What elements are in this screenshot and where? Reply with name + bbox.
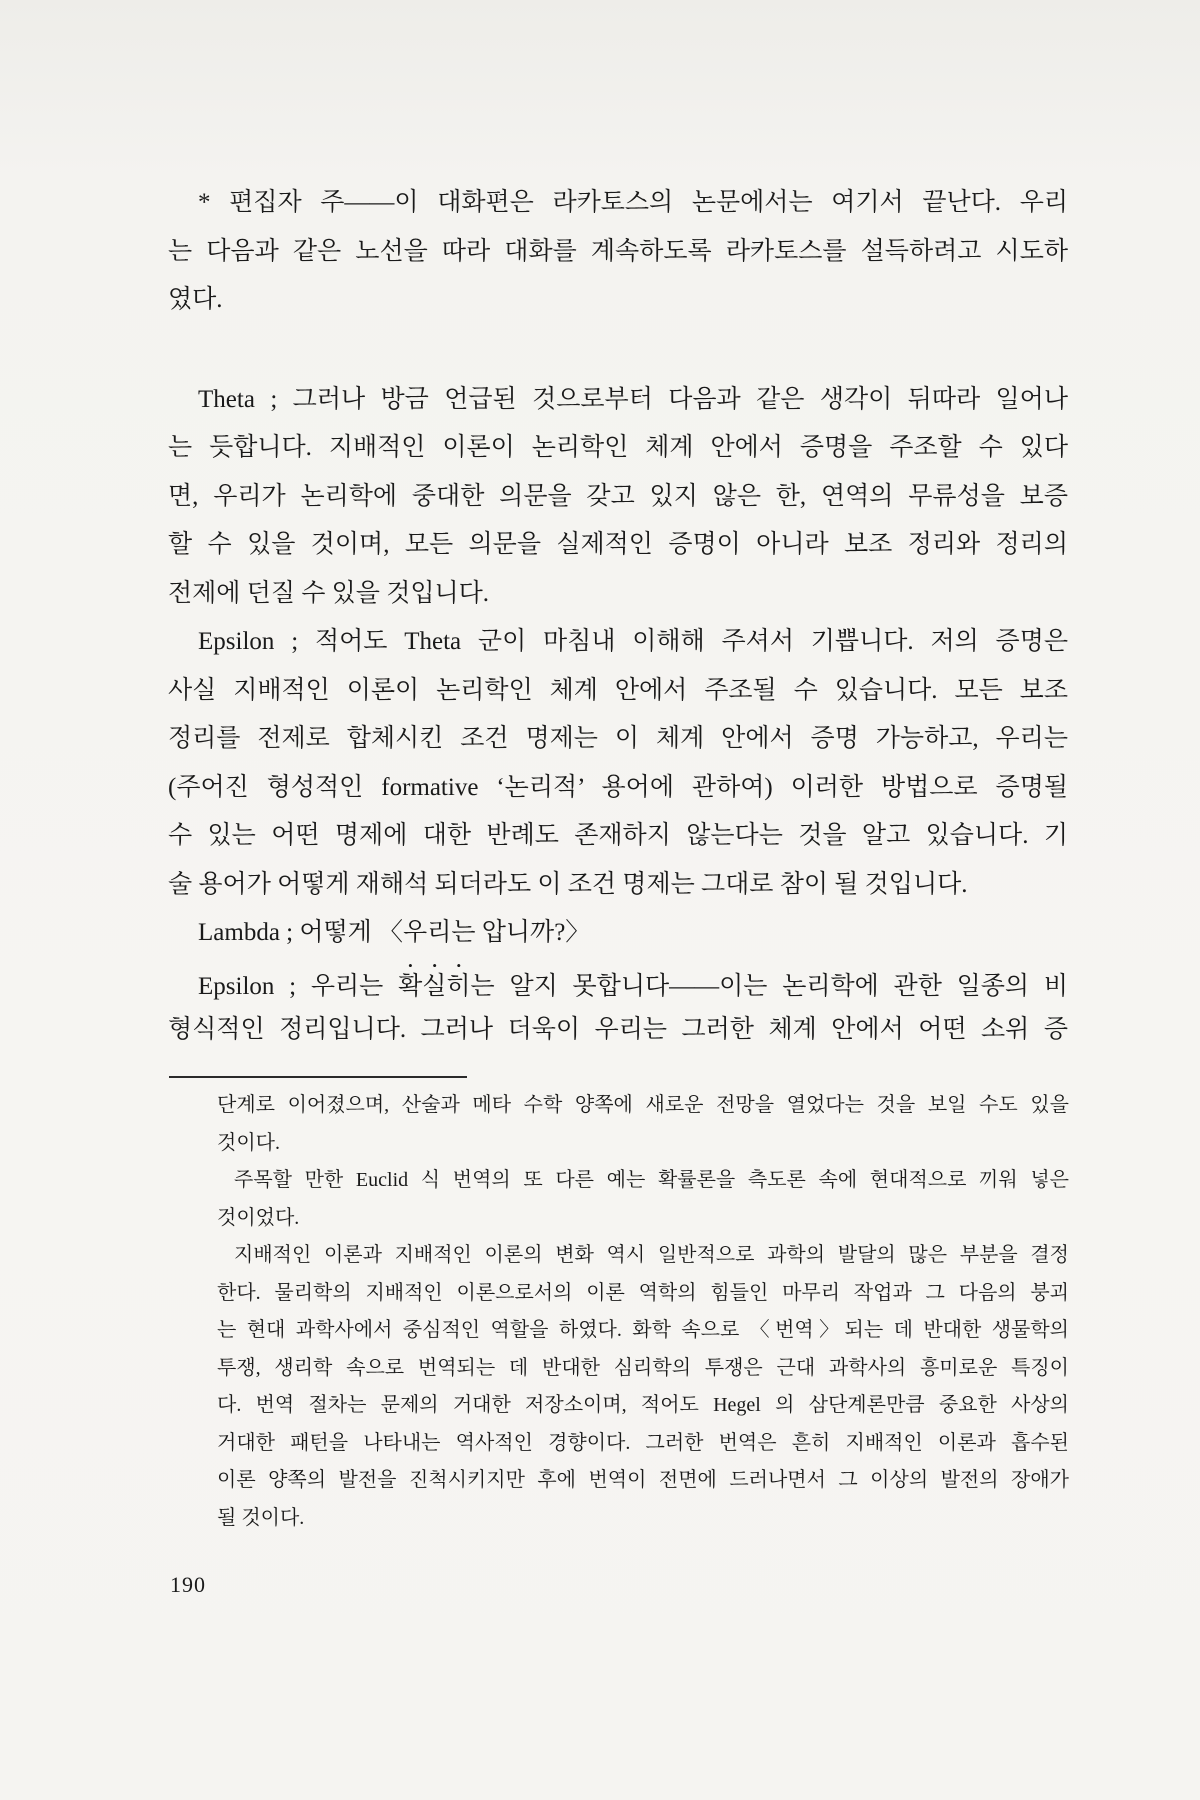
- footnotes: [217, 1087, 1069, 1537]
- footnote-line: 투쟁, 생리학 속으로 번역되는 데 반대한 심리학의 투쟁은 근대 과학사의 흥미로운 특징이: [217, 1356, 1069, 1379]
- footnote-line: 될 것이다.: [217, 1506, 305, 1529]
- dialogue-line: [168, 958, 1068, 1007]
- dialogue-line: 수 있는 어떤 명제에 대한 반례도 존재하지 않는다는 것을 알고 있습니다. 기: [168, 822, 1068, 849]
- footnote-line: 거대한 패턴을 나타내는 역사적인 경향이다. 그러한 번역은 흔히 지배적인 이론과 흡수된: [217, 1431, 1069, 1454]
- dialogue-line: Epsilon ; 적어도 Theta 군이 마침내 이해해 주셔서 기쁩니다. 저의 증명은: [198, 628, 1068, 655]
- main-text: [168, 179, 1068, 1055]
- footnote-line: 이론 양쪽의 발전을 진척시키지만 후에 번역이 전면에 드러나면서 그 이상의 발전의 장애가: [217, 1469, 1069, 1491]
- dialogue-text: 는 알지 못합니다——이는 논리학에 관한 일종의 비: [470, 972, 1068, 1000]
- editor-note-line: 는 다음과 같은 노선을 따라 대화를 계속하도록 라카토스를 설득하려고 시도하: [168, 237, 1068, 265]
- dialogue-line: Lambda ; 어떻게 〈우리는 압니까?〉: [198, 919, 591, 946]
- footnote-line: 다. 번역 절차는 문제의 거대한 저장소이며, 적어도 Hegel 의 삼단계론만큼 중요한 사상의: [217, 1394, 1069, 1416]
- footnote-line: 한다. 물리학의 지배적인 이론으로서의 이론 역학의 힘들인 마무리 작업과 그 다음의 붕괴: [217, 1281, 1069, 1304]
- footnote-line: 는 현대 과학사에서 중심적인 역할을 하였다. 화학 속으로 〈번역〉되는 데 반대한 생물학의: [217, 1319, 1069, 1341]
- page-number: 190: [170, 1572, 206, 1597]
- dialogue-line: 술 용어가 어떻게 재해석 되더라도 이 조건 명제는 그대로 참이 될 것입니다.: [168, 870, 968, 898]
- dialogue-text: Epsilon ; 우리는: [198, 972, 399, 1000]
- footnote-line: 지배적인 이론과 지배적인 이론의 변화 역시 일반적으로 과학의 발달의 많은 부분을 결정: [234, 1244, 1069, 1266]
- dialogue-line: 할 수 있을 것이며, 모든 의문을 실제적인 증명이 아니라 보조 정리와 정리의: [168, 531, 1068, 558]
- dialogue-line: 형식적인 정리입니다. 그러나 더욱이 우리는 그러한 체계 안에서 어떤 소위 증: [168, 1016, 1068, 1043]
- dialogue: [168, 376, 1068, 1055]
- footnote-line: 단계로 이어졌으며, 산술과 메타 수학 양쪽에 새로운 전망을 열었다는 것을 보일 수도 있을: [217, 1094, 1069, 1116]
- footnote-line: 주목할 만한 Euclid 식 번역의 또 다른 예는 확률론을 측도론 속에 현대적으로 끼워 넣은: [234, 1169, 1069, 1191]
- dialogue-line: 정리를 전제로 합체시킨 조건 명제는 이 체계 안에서 증명 가능하고, 우리는: [168, 725, 1068, 752]
- dialogue-line: 사실 지배적인 이론이 논리학인 체계 안에서 주조될 수 있습니다. 모든 보조: [168, 676, 1068, 704]
- dialogue-line: (주어진 형성적인 formative ‘논리적’ 용어에 관하여) 이러한 방법으로 증명될: [168, 773, 1068, 801]
- editor-note: [168, 179, 1068, 325]
- editor-note-line: * 편집자 주——이 대화편은 라카토스의 논문에서는 여기서 끝난다. 우리: [198, 189, 1068, 216]
- footnote-line: 것이었다.: [217, 1206, 300, 1229]
- emphasis-text: 확실히: [398, 972, 471, 1000]
- dialogue-line: 는 듯합니다. 지배적인 이론이 논리학인 체계 안에서 증명을 주조할 수 있다: [168, 434, 1068, 461]
- footnote-rule: [169, 1076, 467, 1078]
- paragraph-gap: [168, 325, 1068, 376]
- dialogue-line: Theta ; 그러나 방금 언급된 것으로부터 다음과 같은 생각이 뒤따라 일어나: [198, 385, 1068, 413]
- dialogue-line: 면, 우리가 논리학에 중대한 의문을 갖고 있지 않은 한, 연역의 무류성을 보증: [168, 482, 1068, 510]
- dialogue-line: 전제에 던질 수 있을 것입니다.: [168, 579, 490, 607]
- footnote-line: 것이다.: [217, 1131, 280, 1154]
- editor-note-line: 였다.: [168, 286, 223, 313]
